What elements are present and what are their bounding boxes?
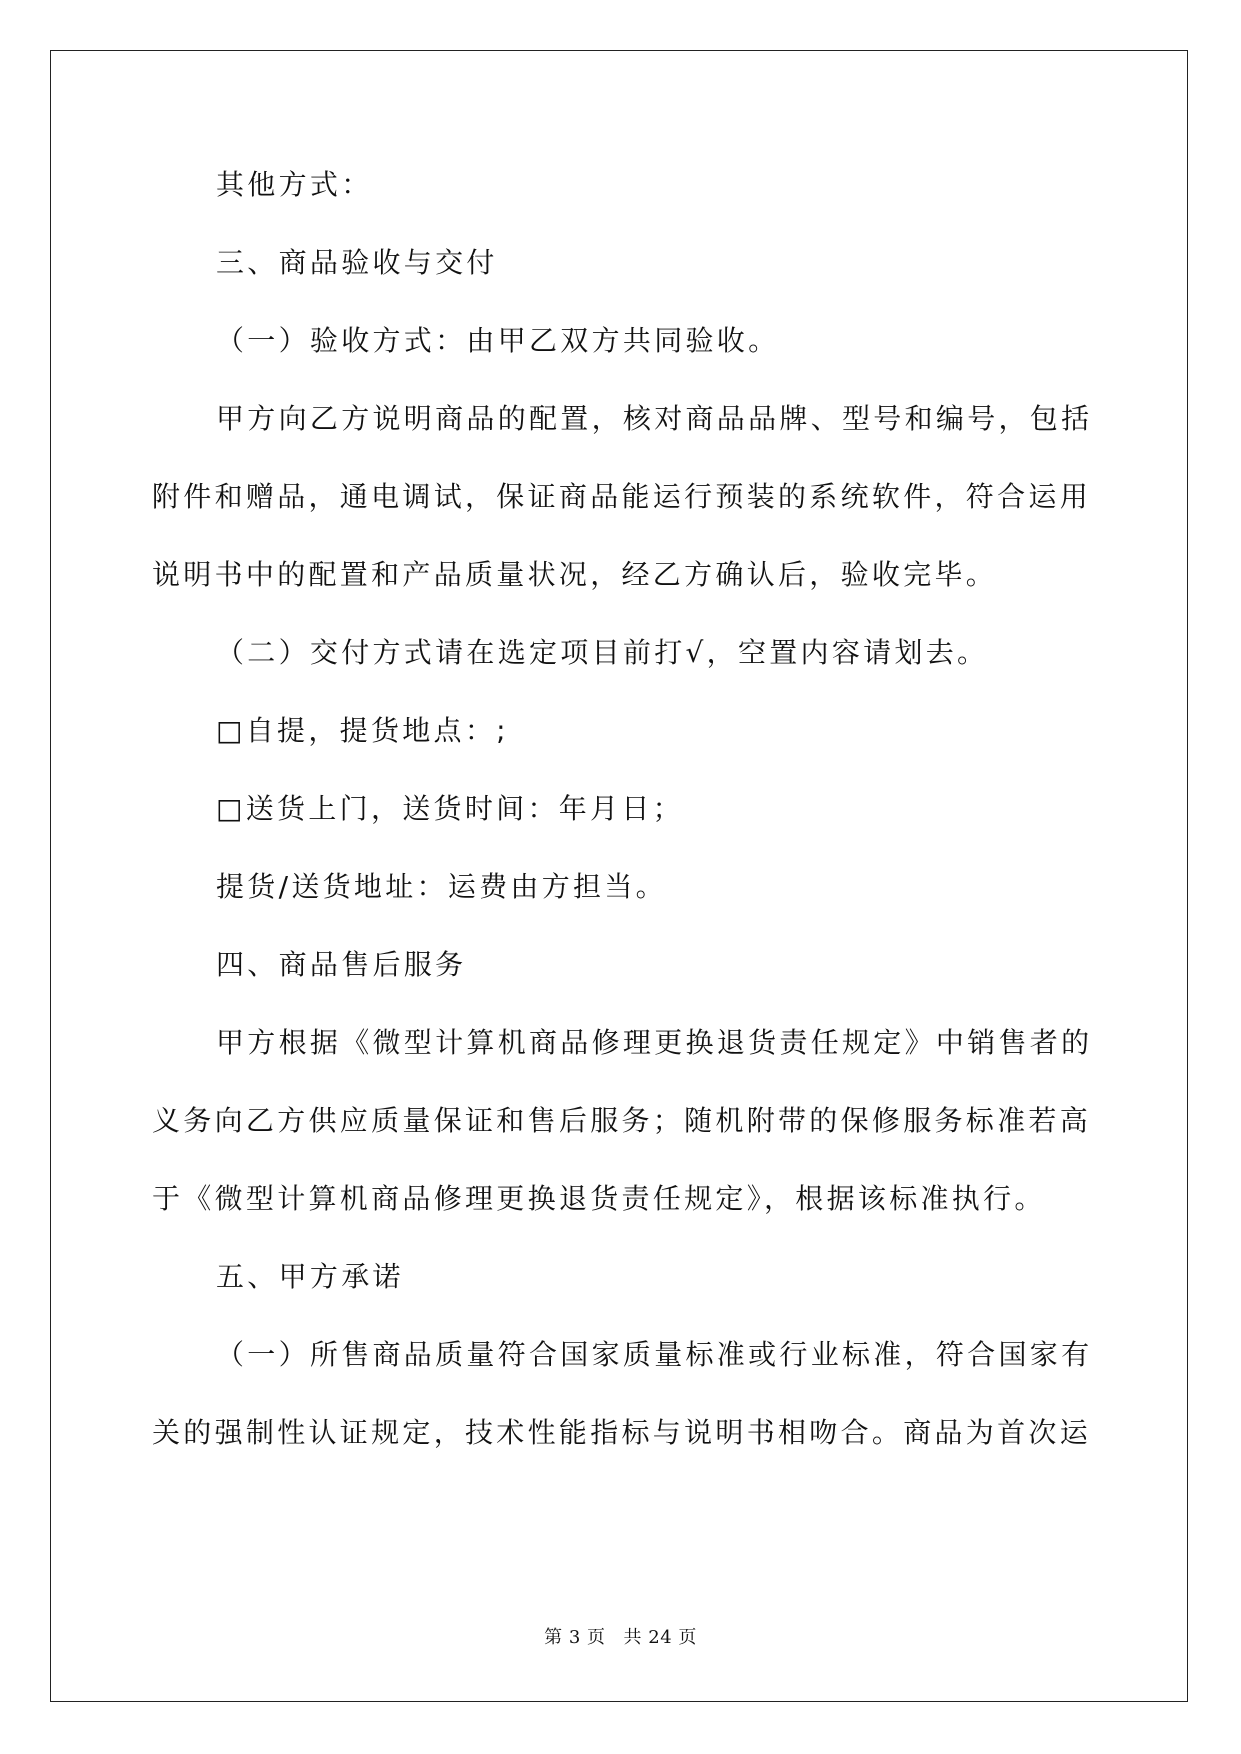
paragraph-line: 附件和赠品，通电调试，保证商品能运行预装的系统软件，符合运用 bbox=[152, 480, 1092, 513]
subheading-acceptance-method: （一）验收方式：由甲乙双方共同验收。 bbox=[216, 324, 780, 357]
page-number: 第 3 页 bbox=[544, 1627, 606, 1648]
page-total: 共 24 页 bbox=[623, 1627, 697, 1648]
section-heading-acceptance-delivery: 三、商品验收与交付 bbox=[216, 246, 498, 279]
paragraph-line: 于《微型计算机商品修理更换退货责任规定》，根据该标准执行。 bbox=[152, 1182, 1046, 1215]
paragraph-line: 甲方向乙方说明商品的配置，核对商品品牌、型号和编号，包括 bbox=[216, 402, 1093, 435]
subheading-delivery-method: （二）交付方式请在选定项目前打√，空置内容请划去。 bbox=[216, 636, 989, 669]
section-heading-party-a-commitment: 五、甲方承诺 bbox=[216, 1260, 404, 1293]
paragraph-delivery-address: 提货/送货地址：运费由方担当。 bbox=[216, 870, 667, 903]
paragraph-line: 说明书中的配置和产品质量状况，经乙方确认后，验收完毕。 bbox=[152, 558, 998, 591]
option-home-delivery: □送货上门，送货时间：年月日； bbox=[216, 792, 684, 825]
paragraph-line: 义务向乙方供应质量保证和售后服务；随机附带的保修服务标准若高 bbox=[152, 1104, 1092, 1137]
paragraph-line: （一）所售商品质量符合国家质量标准或行业标准，符合国家有 bbox=[216, 1338, 1093, 1371]
paragraph-line: 甲方根据《微型计算机商品修理更换退货责任规定》中销售者的 bbox=[216, 1026, 1093, 1059]
option-self-pickup: □自提，提货地点：; bbox=[216, 714, 509, 747]
paragraph-other-methods: 其他方式： bbox=[216, 168, 373, 201]
page-footer bbox=[0, 1623, 1241, 1649]
paragraph-line: 关的强制性认证规定，技术性能指标与说明书相吻合。商品为首次运 bbox=[152, 1416, 1092, 1449]
section-heading-after-sales: 四、商品售后服务 bbox=[216, 948, 467, 981]
